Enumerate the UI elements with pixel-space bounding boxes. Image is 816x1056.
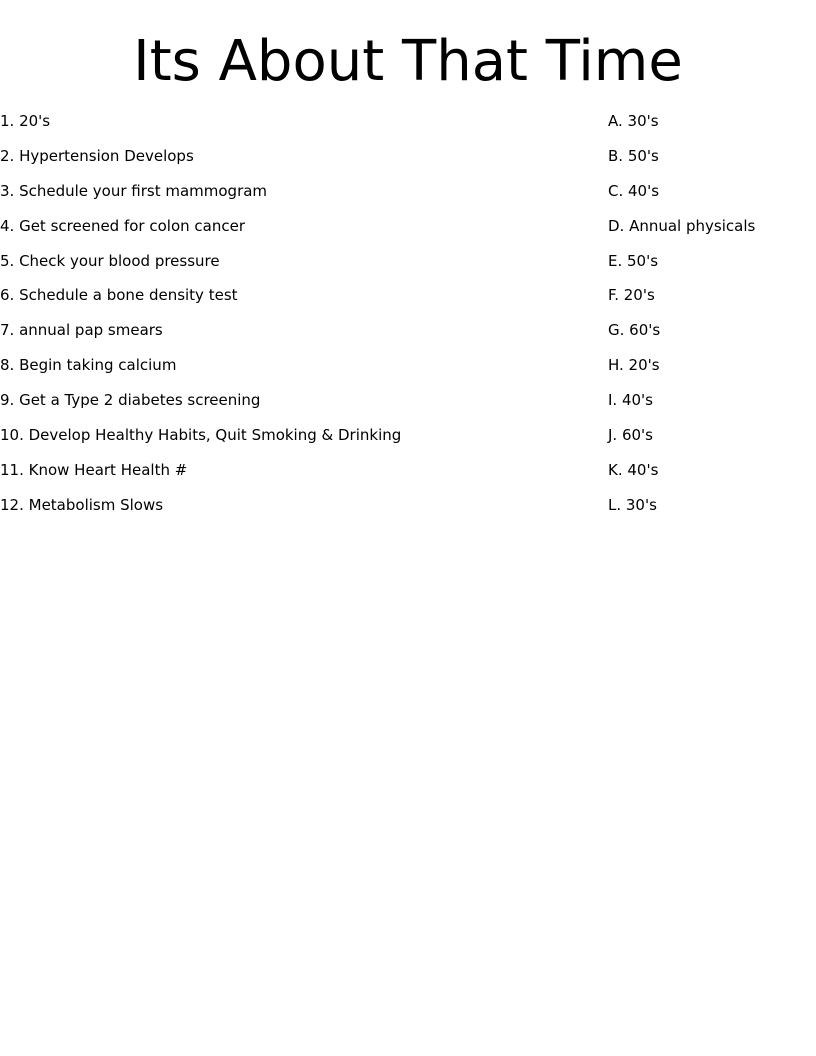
answer-item: H. 20's bbox=[608, 356, 660, 375]
question-item: 7. annual pap smears bbox=[0, 321, 163, 340]
answer-item: C. 40's bbox=[608, 181, 660, 200]
question-item: 12. Metabolism Slows bbox=[0, 495, 164, 514]
question-item: 9. Get a Type 2 diabetes screening bbox=[0, 391, 261, 410]
question-item: 5. Check your blood pressure bbox=[0, 251, 220, 270]
answer-item: F. 20's bbox=[608, 286, 655, 305]
question-item: 2. Hypertension Develops bbox=[0, 146, 194, 165]
answer-item: L. 30's bbox=[608, 495, 657, 514]
answer-item: J. 60's bbox=[608, 426, 653, 445]
question-item: 3. Schedule your first mammogram bbox=[0, 181, 268, 200]
answer-item: G. 60's bbox=[608, 321, 661, 340]
question-item: 1. 20's bbox=[0, 112, 51, 130]
answers-column bbox=[608, 111, 816, 530]
answer-item: D. Annual physicals bbox=[608, 216, 756, 235]
question-item: 8. Begin taking calcium bbox=[0, 356, 177, 375]
answer-item: A. 30's bbox=[608, 112, 659, 130]
page-title: Its About That Time bbox=[133, 29, 683, 94]
answer-item: K. 40's bbox=[608, 460, 659, 479]
answer-item: B. 50's bbox=[608, 146, 659, 165]
question-item: 6. Schedule a bone density test bbox=[0, 286, 238, 305]
answer-item: E. 50's bbox=[608, 251, 659, 270]
question-item: 4. Get screened for colon cancer bbox=[0, 216, 245, 235]
question-item: 10. Develop Healthy Habits, Quit Smoking & Drinking bbox=[0, 426, 402, 445]
question-item: 11. Know Heart Health # bbox=[0, 460, 188, 479]
questions-column bbox=[0, 111, 580, 530]
answer-item: I. 40's bbox=[608, 391, 653, 410]
